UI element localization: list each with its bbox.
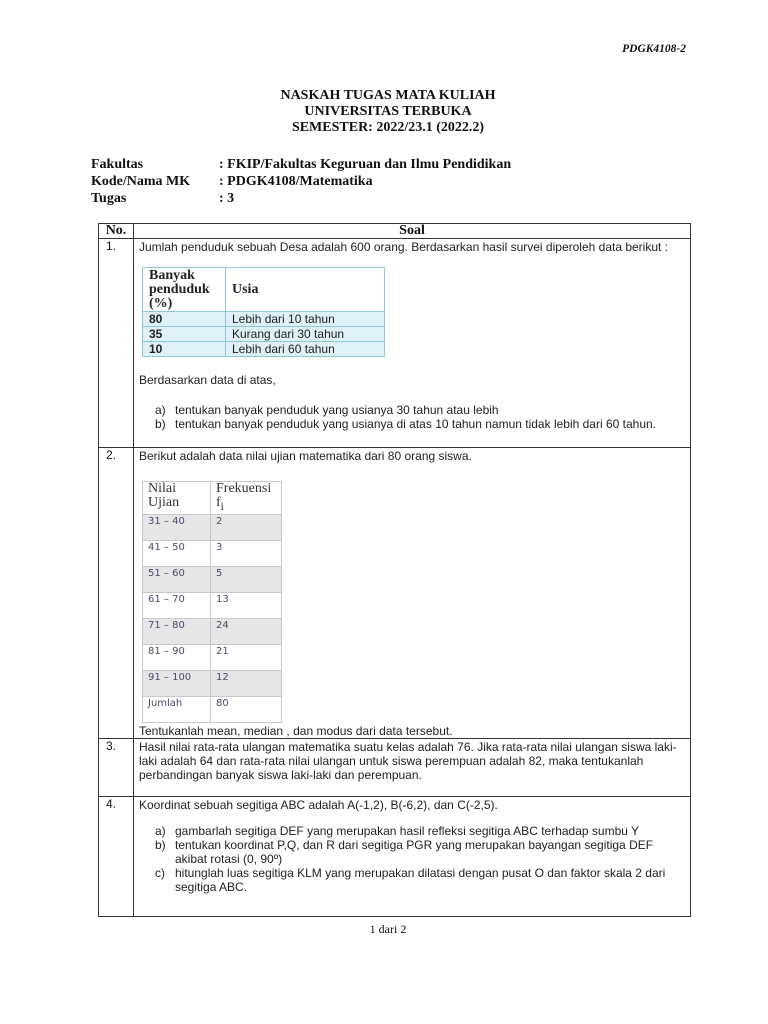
question-intro: Berdasarkan data di atas,	[139, 373, 276, 387]
table-row	[143, 342, 385, 357]
question-row-2	[99, 448, 691, 739]
question-prompt: Tentukanlah mean, median , dan modus dari data tersebut.	[139, 723, 453, 738]
header-soal: Soal	[134, 224, 691, 239]
sub-question	[139, 824, 685, 838]
course-info	[91, 156, 511, 207]
question-text: Koordinat sebuah segitiga ABC adalah A(-1,2), B(-6,2), dan C(-2,5).	[139, 797, 498, 812]
question-number: 2.	[99, 448, 134, 739]
population-header-percent: Banyak penduduk (%)	[143, 268, 226, 312]
question-row-1	[99, 239, 691, 448]
question-text: Berikut adalah data nilai ujian matematika dari 80 orang siswa.	[139, 449, 472, 463]
table-row	[143, 514, 282, 540]
score-range: 41 – 50	[143, 540, 211, 566]
assignment-label: Tugas	[91, 191, 127, 206]
faculty-label: Fakultas	[91, 157, 144, 172]
score-frequency: 13	[211, 592, 282, 618]
assignment-row	[91, 190, 511, 207]
score-range: 71 – 80	[143, 618, 211, 644]
frequency-subscript: i	[220, 499, 224, 513]
question-body	[134, 239, 691, 448]
score-frequency: 5	[211, 566, 282, 592]
course-code-row	[91, 173, 511, 190]
sub-question	[139, 866, 685, 894]
sub-question-list	[139, 403, 685, 431]
score-frequency: 80	[211, 696, 282, 722]
question-row-4	[99, 796, 691, 916]
question-number: 3.	[99, 738, 134, 796]
population-age: Kurang dari 30 tahun	[226, 327, 385, 342]
population-percent: 80	[143, 312, 226, 327]
sub-question-text: tentukan banyak penduduk yang usianya 30 tahun atau lebih	[175, 403, 499, 417]
table-row	[143, 670, 282, 696]
question-number: 4.	[99, 796, 134, 916]
sub-question-letter: b)	[155, 837, 166, 852]
score-frequency: 2	[211, 514, 282, 540]
faculty-row	[91, 156, 511, 173]
population-table	[142, 267, 385, 357]
sub-question	[139, 838, 685, 866]
question-text: Jumlah penduduk sebuah Desa adalah 600 orang. Berdasarkan hasil survei diperoleh data berikut :	[139, 240, 669, 254]
table-row	[143, 644, 282, 670]
table-row	[143, 566, 282, 592]
page-number: 1 dari 2	[369, 922, 407, 936]
frequency-header-count	[211, 482, 282, 515]
score-frequency: 21	[211, 644, 282, 670]
population-age: Lebih dari 10 tahun	[226, 312, 385, 327]
score-range: 61 – 70	[143, 592, 211, 618]
score-range: Jumlah	[143, 696, 211, 722]
course-code-value: : PDGK4108/Matematika	[219, 174, 373, 189]
question-row-3	[99, 738, 691, 796]
score-range: 91 – 100	[143, 670, 211, 696]
question-body	[134, 738, 691, 796]
score-frequency: 3	[211, 540, 282, 566]
document-code: PDGK4108-2	[622, 43, 686, 55]
sub-question-text: tentukan banyak penduduk yang usianya di atas 10 tahun namun tidak lebih dari 60 tahun.	[175, 417, 657, 431]
course-code-label: Kode/Nama MK	[91, 174, 191, 189]
score-frequency: 24	[211, 618, 282, 644]
sub-question-text: tentukan koordinat P,Q, dan R dari segitiga PGR yang merupakan bayangan segitiga DEF akibat rotasi (0, 90º)	[175, 837, 654, 866]
sub-question	[139, 403, 685, 417]
population-age: Lebih dari 60 tahun	[226, 342, 385, 357]
faculty-value: : FKIP/Fakultas Keguruan dan Ilmu Pendidikan	[219, 157, 512, 172]
population-header-age: Usia	[226, 268, 385, 312]
question-number: 1.	[99, 239, 134, 448]
title-line-3: SEMESTER: 2022/23.1 (2022.2)	[291, 120, 485, 135]
table-row	[143, 327, 385, 342]
title-line-2: UNIVERSITAS TERBUKA	[304, 104, 472, 119]
score-frequency: 12	[211, 670, 282, 696]
score-range: 81 – 90	[143, 644, 211, 670]
assignment-value: : 3	[219, 191, 235, 206]
sub-question-letter: a)	[155, 823, 166, 838]
table-row	[143, 540, 282, 566]
sub-question-text: hitunglah luas segitiga KLM yang merupakan dilatasi dengan pusat O dan faktor skala 2 dari segitiga ABC.	[175, 865, 666, 894]
table-row	[143, 592, 282, 618]
table-row	[143, 312, 385, 327]
population-percent: 35	[143, 327, 226, 342]
sub-question-letter: a)	[155, 403, 166, 417]
sub-question-list	[139, 824, 685, 894]
title-line-1: NASKAH TUGAS MATA KULIAH	[280, 88, 496, 103]
sub-question-letter: c)	[155, 865, 165, 880]
sub-question-letter: b)	[155, 417, 166, 431]
score-range: 31 – 40	[143, 514, 211, 540]
frequency-header-range: Nilai Ujian	[143, 482, 211, 515]
question-body	[134, 796, 691, 916]
frequency-header-label: Frekuensi f	[216, 481, 272, 510]
question-text: Hasil nilai rata-rata ulangan matematika suatu kelas adalah 76. Jika rata-rata nilai ulangan siswa laki-laki adalah 64 dan rata-rata nilai ulangan untuk siswa perempuan adalah 82, maka tentukanlah perbandingan banyak siswa laki-laki dan perempuan.	[139, 739, 677, 782]
frequency-table	[142, 481, 282, 723]
sub-question	[139, 417, 685, 431]
sub-question-text: gambarlah segitiga DEF yang merupakan hasil refleksi segitiga ABC terhadap sumbu Y	[175, 823, 640, 838]
header-no: No.	[99, 224, 134, 239]
document-title	[0, 88, 768, 136]
questions-table	[98, 223, 691, 917]
score-range: 51 – 60	[143, 566, 211, 592]
question-body	[134, 448, 691, 739]
table-row-total	[143, 696, 282, 722]
table-row	[143, 618, 282, 644]
population-percent: 10	[143, 342, 226, 357]
